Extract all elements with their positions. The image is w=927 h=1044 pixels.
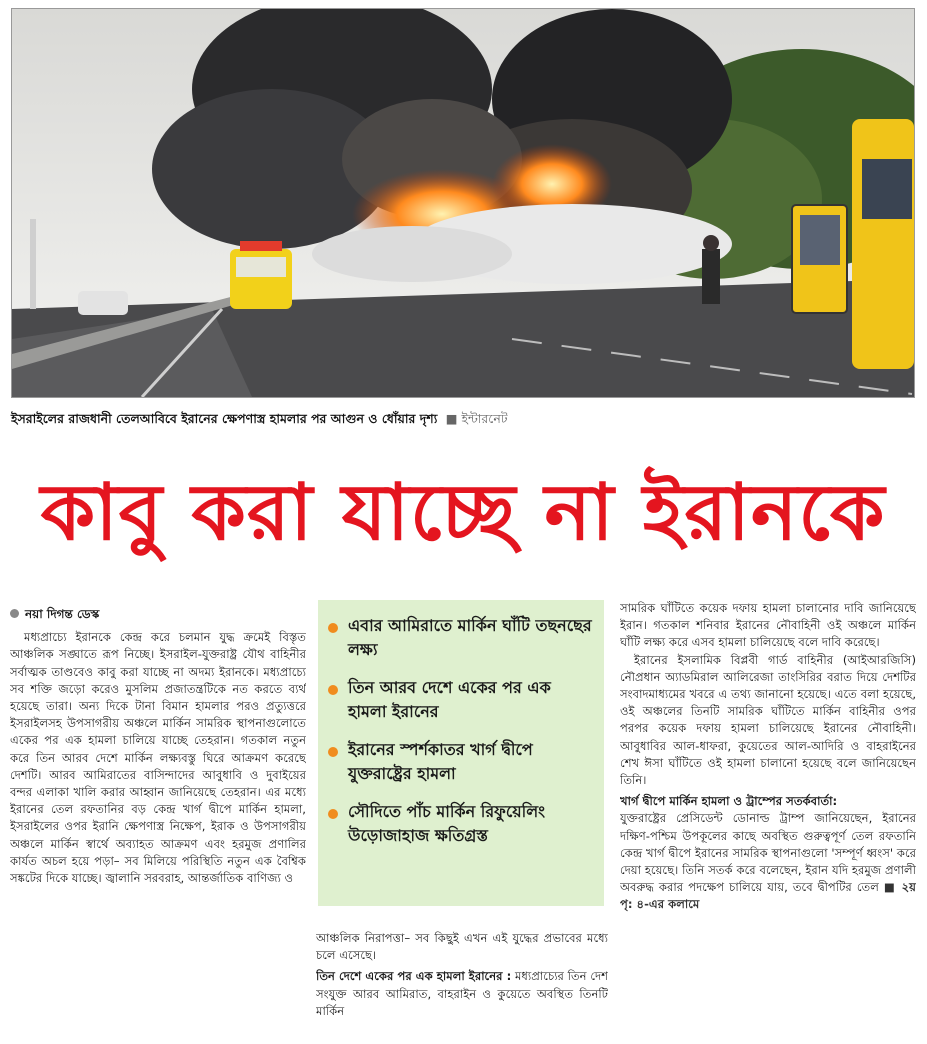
article-column-1 — [10, 606, 306, 1038]
paragraph: আঞ্চলিক নিরাপত্তা– সব কিছুই এখন এই যুদ্ধের প্রভাবের মধ্যে চলে এসেছে। — [316, 931, 608, 963]
bullet-icon — [10, 609, 19, 618]
paragraph: সামরিক ঘাঁটিতে কয়েক দফায় হামলা চালানোর দাবি জানিয়েছে ইরান। গতকাল শনিবার ইরানের নৌবাহিনী ওই অঞ্চলে মার্কিন ঘাঁটি লক্ষ্য করে এসব হামলা চালিয়েছে বলে দাবি করেছে। — [620, 601, 916, 650]
highlight-item — [328, 676, 594, 724]
article-column-2 — [316, 930, 608, 1040]
paragraph: ইরানের ইসলামিক বিপ্লবী গার্ড বাহিনীর (আইআরজিসি) নৌপ্রধান অ্যাডমিরাল আলিরেজা তাংসিরির বরাত দিয়ে দেশটির সংবাদমাধ্যমের খবরে এ তথ্য জানানো হয়েছে। এতে বলা হয়েছে, ওই অঞ্চলের তিনটি সামরিক ঘাঁটিতে মার্কিন বাহিনীর ওপর পরপর কয়েক দফায় হামলা চালিয়েছে ইরানের নৌবাহিনী। আবুধাবির আল-ধাফরা, কুয়েতের আল-আদিরি ও বাহরাইনের শেখ ঈসা ঘাঁটিতে ওই হামলা চালানো হয়েছে বলে জানিয়েছেন তিনি। — [620, 652, 916, 788]
highlight-item — [328, 738, 594, 786]
desk-label: নয়া দিগন্ত ডেস্ক — [25, 607, 100, 621]
headline: কাবু করা যাচ্ছে না ইরানকে — [40, 468, 886, 558]
orange-bullet-icon — [328, 747, 338, 757]
highlight-text: এবার আমিরাতে মার্কিন ঘাঁটি তছনছের লক্ষ্য — [348, 616, 592, 659]
paragraph — [620, 810, 916, 913]
continued-ref[interactable]: ■ ২য় পৃ: ৪-এর কলামে — [620, 880, 916, 912]
caption-text: ইসরাইলের রাজধানী তেলআবিবে ইরানের ক্ষেপণাস্ত্র হামলার পর আগুন ও ধোঁয়ার দৃশ্য — [11, 411, 438, 426]
news-photo — [11, 8, 915, 398]
highlight-text: ইরানের স্পর্শকাতর খার্গ দ্বীপে যুক্তরাষ্ট্রের হামলা — [348, 740, 533, 783]
article-column-3 — [620, 600, 916, 1040]
byline — [10, 606, 306, 623]
highlight-item — [328, 614, 594, 662]
orange-bullet-icon — [328, 623, 338, 633]
orange-bullet-icon — [328, 685, 338, 695]
caption-source: ■ ইন্টারনেট — [445, 411, 508, 426]
paragraph-text: যুক্তরাষ্ট্রের প্রেসিডেন্ট ডোনাল্ড ট্রাম্প জানিয়েছেন, ইরানের দক্ষিণ-পশ্চিম উপকূলের কাছে অবস্থিত গুরুত্বপূর্ণ তেল রফতানি কেন্দ্র খার্গ দ্বীপে ইরানের সামরিক স্থাপনাগুলো 'সম্পূর্ণ ধ্বংস' করে দেয়া হয়েছে। তিনি সতর্ক করে বলেছেন, ইরান যদি হরমুজ প্রণালী অবরুদ্ধ করার পদক্ষেপ চালিয়ে যায়, তবে দ্বীপটির তেল — [620, 811, 916, 895]
highlight-text: সৌদিতে পাঁচ মার্কিন রিফুয়েলিং উড়োজাহাজ ক্ষতিগ্রস্ত — [348, 802, 546, 845]
highlight-item — [328, 800, 594, 848]
subheading: তিন দেশে একের পর এক হামলা ইরানের : — [316, 969, 512, 984]
paragraph: মধ্যপ্রাচ্যের তিন দেশ সংযুক্ত আরব আমিরাত, বাহরাইন ও কুয়েতে অবস্থিত তিনটি মার্কিন — [316, 969, 608, 1018]
paragraph: মধ্যপ্রাচ্যে ইরানকে কেন্দ্র করে চলমান যুদ্ধ ক্রমেই বিস্তৃত আঞ্চলিক সঙ্ঘাতে রূপ নিচ্ছে। ইসরাইল-যুক্তরাষ্ট্র যৌথ বাহিনীর সর্বাত্মক তাণ্ডবেও কাবু করা যাচ্ছে না অদম্য ইরানকে। মধ্যপ্রাচ্যে সব শক্তি জড়ো করেও মুসলিম প্রজাতন্ত্রটিকে নত করতে ব্যর্থ হয়েছে তারা। অন্য দিকে টানা বিমান হামলার পরও প্রত্যুত্তরে ইসরাইলসহ উপসাগরীয় অঞ্চলে মার্কিন সামরিক স্থাপনাগুলোতে একের পর এক হামলা চালিয়ে যাচ্ছে তেহরান। গতকাল নতুন করে তিন আরব দেশে মার্কিন লক্ষ্যবস্তু ঘিরে আক্রমণ করেছে দেশটি। আরব আমিরাতের বাসিন্দাদের আবুধাবি ও দুবাইয়ের বন্দর এলাকা খালি করার আহ্বান জানিয়েছে তেহরান। এর মধ্যে ইরানের তেল রফতানির বড় কেন্দ্র খার্গ দ্বীপে মার্কিন হামলা, ইসরাইলের ওপর ইরানি ক্ষেপণাস্ত্র নিক্ষেপ, ইরাক ও উপসাগরীয় অঞ্চলে মার্কিন স্বার্থে অব্যাহত আক্রমণ এবং হরমুজ প্রণালির কার্যত অচল হয়ে পড়া– সব মিলিয়ে পরিস্থিতি নতুন এক বৈশ্বিক সঙ্কটের দিকে যাচ্ছে। জ্বালানি সরবরাহ, আন্তর্জাতিক বাণিজ্য ও — [10, 630, 306, 886]
orange-bullet-icon — [328, 809, 338, 819]
highlight-text: তিন আরব দেশে একের পর এক হামলা ইরানের — [348, 678, 551, 721]
photo-caption — [11, 411, 913, 431]
subheading: খার্গ দ্বীপে মার্কিন হামলা ও ট্রাম্পের সতর্কবার্তা: — [620, 794, 838, 809]
fire-smoke-image — [12, 9, 914, 397]
highlights-box — [318, 600, 604, 906]
subhead-paragraph — [316, 968, 608, 1020]
